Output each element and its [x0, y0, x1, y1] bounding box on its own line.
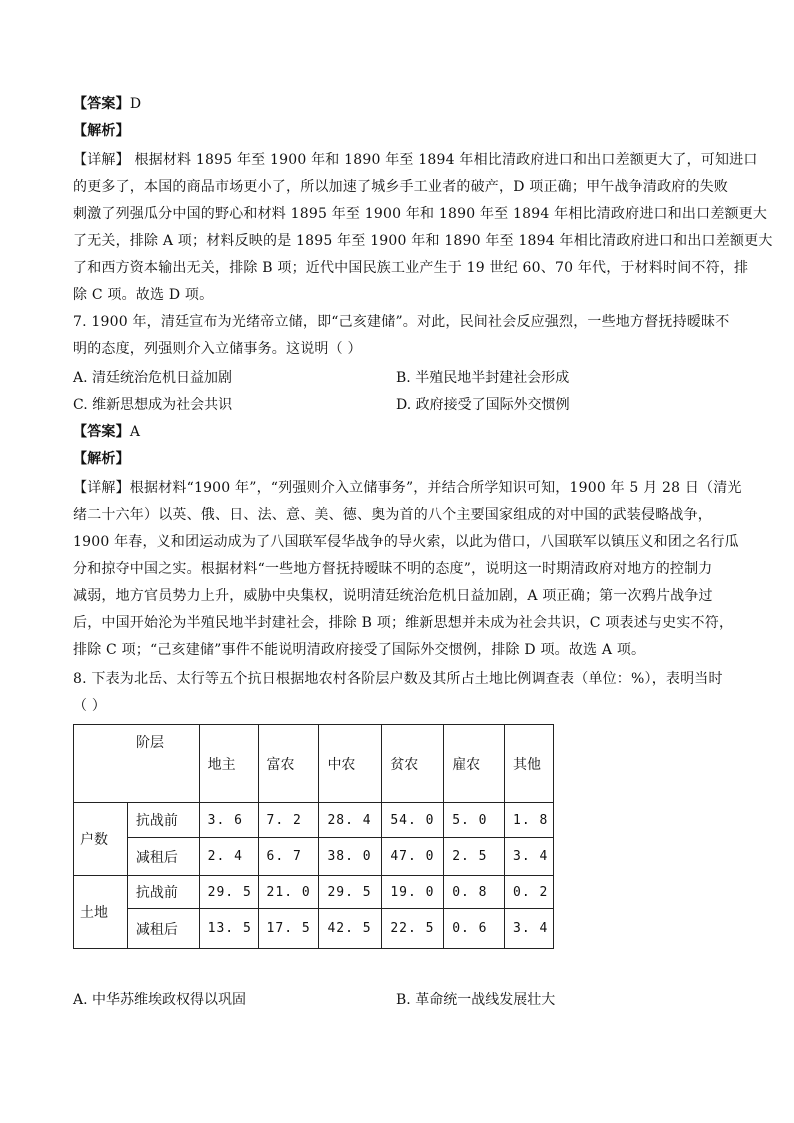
table-cell: 17. 5 — [258, 909, 319, 949]
table-cell: 21. 0 — [258, 876, 319, 909]
table-cell: 7. 2 — [258, 803, 319, 838]
corner-label: 阶层 — [136, 735, 164, 751]
q7-detail-line: 【详解】根据材料“1900 年”，“列强则介入立储事务”，并结合所学知识可知，1900 年 5 月 28 日（清光 — [73, 480, 742, 496]
q7-detail-line: 绪二十六年）以英、俄、日、法、意、美、德、奥为首的八个主要国家组成的对中国的武装侵略战争， — [73, 507, 712, 523]
row-label: 抗战前 — [127, 876, 199, 909]
q6-analysis-label: 【解析】 — [73, 123, 130, 139]
table-row — [74, 838, 554, 876]
column-header: 富农 — [258, 725, 319, 803]
q8-option-a: A. 中华苏维埃政权得以巩固 — [73, 992, 247, 1008]
column-header: 中农 — [319, 725, 382, 803]
q7-detail-line: 后，中国开始沦为半殖民地半封建社会，排除 B 项；维新思想并未成为社会共识，C 项表述与史实不符， — [73, 615, 734, 631]
table-cell: 29. 5 — [319, 876, 382, 909]
table-cell: 28. 4 — [319, 803, 382, 838]
group-label: 户数 — [74, 803, 128, 876]
table-cell: 6. 7 — [258, 838, 319, 876]
table-row — [74, 876, 554, 909]
q7-answer — [73, 422, 140, 442]
group-label: 土地 — [74, 876, 128, 949]
answer-label: 【答案】 — [73, 96, 130, 112]
q6-detail-line: 的更多了，本国的商品市场更小了，所以加速了城乡手工业者的破产，D 项正确；甲午战争清政府的失败 — [73, 179, 729, 195]
q6-answer — [73, 94, 141, 114]
table-cell: 42. 5 — [319, 909, 382, 949]
table-cell: 29. 5 — [199, 876, 258, 909]
table-cell: 0. 8 — [444, 876, 505, 909]
answer-label: 【答案】 — [73, 424, 130, 440]
table-cell: 0. 2 — [505, 876, 554, 909]
q7-stem-line: 7. 1900 年，清廷宣布为光绪帝立储，即“己亥建储”。对此，民间社会反应强烈，一些地方督抚持暧昧不 — [73, 314, 730, 330]
row-label: 减租后 — [127, 838, 199, 876]
corner-header — [74, 725, 200, 803]
survey-table — [73, 724, 554, 949]
q7-option-c: C. 维新思想成为社会共识 — [73, 397, 233, 413]
table-cell: 47. 0 — [382, 838, 444, 876]
q7-detail-line: 减弱，地方官员势力上升，威胁中央集权，说明清廷统治危机日益加剧，A 项正确；第一次鸦片战争过 — [73, 588, 713, 604]
column-header: 贫农 — [382, 725, 444, 803]
table-header-row — [74, 725, 554, 803]
table-cell: 3. 4 — [505, 909, 554, 949]
q7-detail-line: 1900 年春，义和团运动成为了八国联军侵华战争的导火索，以此为借口，八国联军以镇压义和团之名行瓜 — [73, 534, 739, 550]
table-cell: 0. 6 — [444, 909, 505, 949]
q6-detail-line: 了和西方资本输出无关，排除 B 项；近代中国民族工业产生于 19 世纪 60、70 年代，于材料时间不符，排 — [73, 260, 749, 276]
table-cell: 54. 0 — [382, 803, 444, 838]
q7-option-b: B. 半殖民地半封建社会形成 — [396, 370, 570, 386]
answer-value: A — [129, 424, 141, 440]
table-cell: 5. 0 — [444, 803, 505, 838]
table-cell: 2. 4 — [199, 838, 258, 876]
table-cell: 22. 5 — [382, 909, 444, 949]
table-cell: 2. 5 — [444, 838, 505, 876]
table-row — [74, 803, 554, 838]
table-cell: 38. 0 — [319, 838, 382, 876]
row-label: 减租后 — [127, 909, 199, 949]
q7-option-d: D. 政府接受了国际外交惯例 — [396, 397, 570, 413]
table-cell: 13. 5 — [199, 909, 258, 949]
table-cell: 1. 8 — [505, 803, 554, 838]
table-cell: 3. 4 — [505, 838, 554, 876]
q7-detail-line: 排除 C 项；“己亥建储”事件不能说明清政府接受了国际外交惯例，排除 D 项。故选 A 项。 — [73, 642, 646, 658]
row-label: 抗战前 — [127, 803, 199, 838]
column-header: 雇农 — [444, 725, 505, 803]
table-cell: 3. 6 — [199, 803, 258, 838]
q7-option-a: A. 清廷统治危机日益加剧 — [73, 370, 233, 386]
column-header: 地主 — [199, 725, 258, 803]
q8-option-b: B. 革命统一战线发展壮大 — [396, 992, 556, 1008]
q8-stem-line: 8. 下表为北岳、太行等五个抗日根据地农村各阶层户数及其所占土地比例调查表（单位：%），表明当时 — [73, 671, 723, 687]
q7-analysis-label: 【解析】 — [73, 451, 130, 467]
q7-stem-line: 明的态度，列强则介入立储事务。这说明（ ） — [73, 341, 362, 357]
q7-detail-line: 分和掠夺中国之实。根据材料“一些地方督抚持暧昧不明的态度”，说明这一时期清政府对地方的控制力 — [73, 561, 713, 577]
q8-stem-line: （ ） — [73, 698, 107, 714]
table-cell: 19. 0 — [382, 876, 444, 909]
answer-value: D — [129, 96, 142, 112]
table-row — [74, 909, 554, 949]
q6-detail-line: 刺激了列强瓜分中国的野心和材料 1895 年至 1900 年和 1890 年至 1894 年相比清政府进口和出口差额更大 — [73, 206, 768, 222]
column-header: 其他 — [505, 725, 554, 803]
q6-detail-line: 除 C 项。故选 D 项。 — [73, 287, 214, 303]
q6-detail-line: 【详解】 根据材料 1895 年至 1900 年和 1890 年至 1894 年相比清政府进口和出口差额更大了，可知进口 — [73, 152, 758, 168]
q6-detail-line: 了无关，排除 A 项；材料反映的是 1895 年至 1900 年和 1890 年至 1894 年相比清政府进口和出口差额更大 — [73, 233, 773, 249]
